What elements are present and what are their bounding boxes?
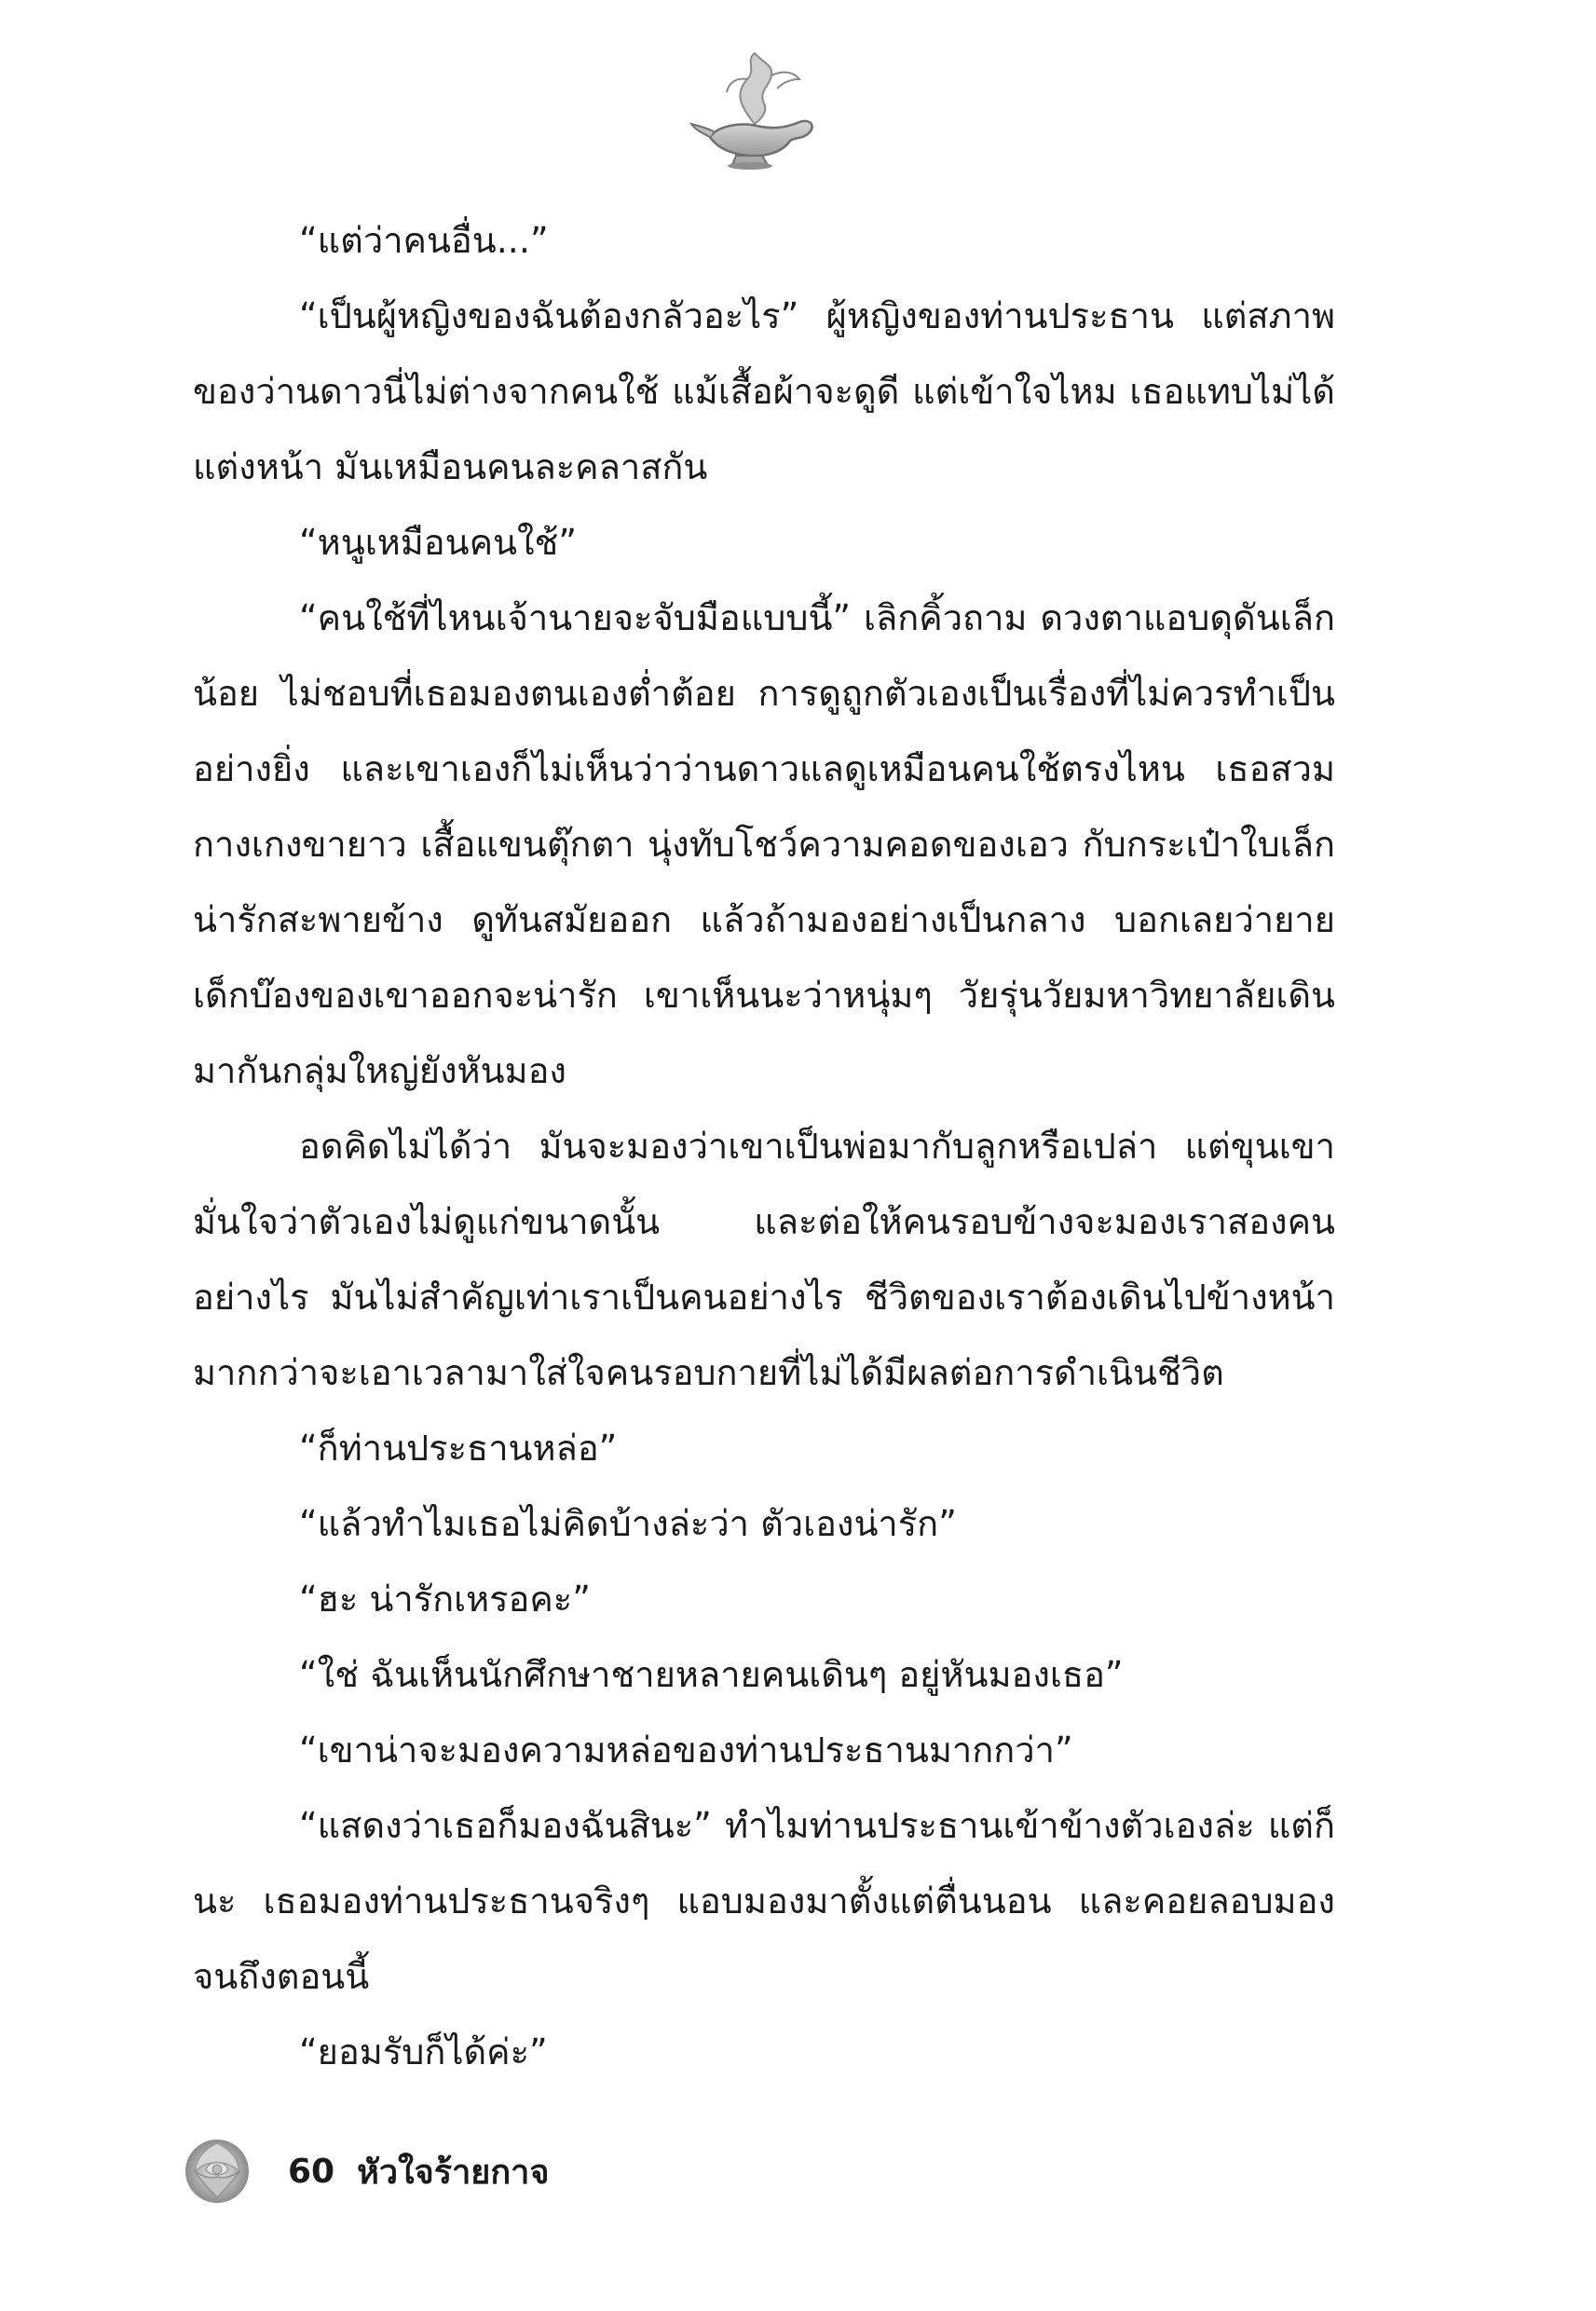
body-text — [193, 203, 1335, 2090]
paragraph: อดคิดไม่ได้ว่า มันจะมองว่าเขาเป็นพ่อมากับลูกหรือเปล่า แต่ขุนเขามั่นใจว่าตัวเองไม่ดูแก่ขนาดนั้น และต่อให้คนรอบข้างจะมองเราสองคนอย่างไร มันไม่สำคัญเท่าเราเป็นคนอย่างไร ชีวิตของเราต้องเดินไปข้างหน้ามากกว่าจะเอาเวลามาใส่ใจคนรอบกายที่ไม่ได้มีผลต่อการดำเนินชีวิต — [193, 1126, 1335, 1393]
paragraph: “แสดงว่าเธอก็มองฉันสินะ” ทำไมท่านประธานเข้าข้างตัวเองล่ะ แต่ก็นะ เธอมองท่านประธานจริงๆ แอบมองมาตั้งแต่ตื่นนอน และคอยลอบมองจนถึงตอนนี้ — [193, 1805, 1335, 1997]
page-number: 60 — [288, 2152, 335, 2191]
paragraph: “ยอมรับก็ได้ค่ะ” — [299, 2031, 548, 2072]
paragraph: “แล้วทำไมเธอไม่คิดบ้างล่ะว่า ตัวเองน่ารัก” — [299, 1503, 957, 1544]
book-title: หัวใจร้ายกาจ — [357, 2153, 550, 2192]
paragraph: “เขาน่าจะมองความหล่อของท่านประธานมากกว่า” — [299, 1730, 1073, 1771]
paragraph: “ใช่ ฉันเห็นนักศึกษาชายหลายคนเดินๆ อยู่หันมองเธอ” — [299, 1654, 1124, 1695]
paragraph: “ก็ท่านประธานหล่อ” — [299, 1428, 618, 1469]
genie-lamp-icon — [689, 51, 820, 172]
paragraph: “คนใช้ที่ไหนเจ้านายจะจับมือแบบนี้” เลิกคิ้วถาม ดวงตาแอบดุดันเล็กน้อย ไม่ชอบที่เธอมองตนเองต่ำต้อย การดูถูกตัวเองเป็นเรื่องที่ไม่ควรทำเป็นอย่างยิ่ง และเขาเองก็ไม่เห็นว่าว่านดาวแลดูเหมือนคนใช้ตรงไหน เธอสวมกางเกงขายาว เสื้อแขนตุ๊กตา นุ่งทับโชว์ความคอดของเอว กับกระเป๋าใบเล็กน่ารักสะพายข้าง ดูทันสมัยออก แล้วถ้ามองอย่างเป็นกลาง บอกเลยว่ายายเด็กบ๊องของเขาออกจะน่ารัก เขาเห็นนะว่าหนุ่มๆ วัยรุ่นวัยมหาวิทยาลัยเดินมากันกลุ่มใหญ่ยังหันมอง — [193, 597, 1335, 1091]
paragraph: “หนูเหมือนคนใช้” — [299, 522, 578, 563]
paragraph: “เป็นผู้หญิงของฉันต้องกลัวอะไร” ผู้หญิงของท่านประธาน แต่สภาพของว่านดาวนี่ไม่ต่างจากคนใช้ แม้เสื้อผ้าจะดูดี แต่เข้าใจไหม เธอแทบไม่ได้แต่งหน้า มันเหมือนคนละคลาสกัน — [193, 295, 1335, 487]
rose-icon — [182, 2136, 252, 2207]
paragraph: “ฮะ น่ารักเหรอคะ” — [299, 1579, 591, 1620]
page-footer — [182, 2134, 549, 2208]
paragraph: “แต่ว่าคนอื่น...” — [299, 220, 549, 261]
